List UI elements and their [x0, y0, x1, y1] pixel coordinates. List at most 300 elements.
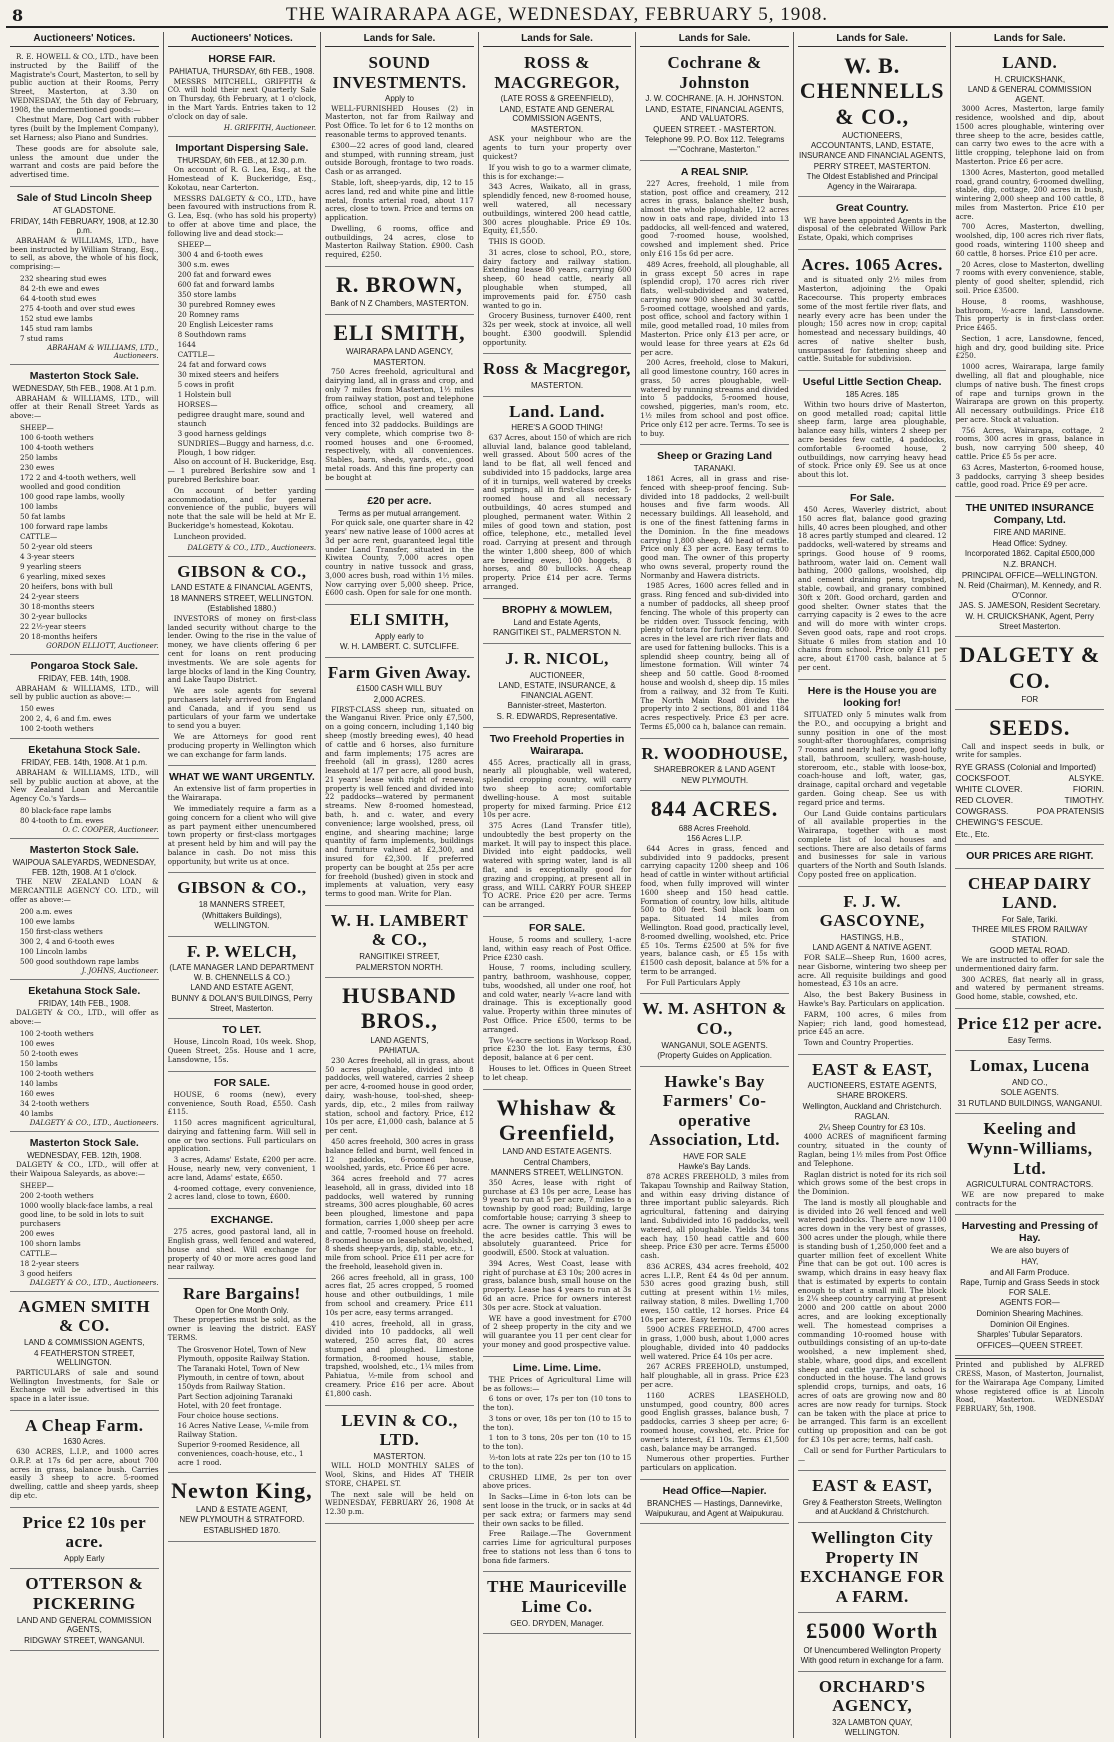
ad-paragraph: Town and Country Properties. [803, 1038, 914, 1048]
ad-paragraph: 343 Acres, Waikato, all in grass, splendidly fenced, new 8-roomed house, well watered, all necessary outbuildings, wintered 200 head cattle, 300 acres ploughable. Price £9 10s. Equity, £1,550. [482, 182, 632, 236]
ad-title: F. P. WELCH, [186, 941, 297, 961]
ad-paragraph: INVESTORS of money on first-class landed security without charge to the lender. Owing to the rise in the value of money, we have clients offering 6 per cent for loans on rent producing investments. We are sole agents for large blocks of land in the King Country, and Lake Taupo District. [167, 613, 317, 685]
ad-subtitle: LAND, ESTATE, FINANCIAL AGENTS, AND VALUATORS. [645, 104, 784, 124]
ad-paragraph: 375 Acres (Land Transfer title), undoubtedly the best property on the market. It will pay to inspect this place. Divided into eight paddocks, well watered with spring water, land is all flat, and is exceptionally good for grazing and cropping, at present all in grass, and WILL CARRY FOUR SHEEP TO ACRE. Price £20 per acre. Terms can be arranged. [482, 821, 632, 910]
seed-list [955, 762, 1104, 839]
ad-title: Price £12 per acre. [957, 1014, 1103, 1034]
list-item: 4 3-year steers [20, 551, 75, 561]
list-item: The Grosvenor Hotel, Town of New Plymouth, opposite Railway Station. [177, 1344, 310, 1363]
advertisement [798, 682, 947, 887]
ad-body [640, 475, 789, 732]
ad-paragraph: 450 acres freehold, 300 acres in grass balance felled and burnt, well fenced in 12 paddocks, 6-roomed house, woolshed, yards, etc. Price £6 per acre. [325, 1136, 474, 1173]
ad-body [168, 78, 317, 122]
list-item: 230 ewes [20, 462, 55, 472]
ad-body [955, 743, 1104, 761]
ad-paragraph: 4-roomed cottage, every convenience, 2 acres land, close to town, £600. [167, 1183, 317, 1202]
ad-subtitle: Apply to [384, 94, 414, 104]
advertisement [483, 399, 632, 599]
ad-title: For Sale. [850, 491, 895, 504]
ad-subtitle: SHAREBROKER & LAND AGENT [653, 765, 776, 775]
ad-subtitle: TARANAKI. [693, 464, 736, 474]
list-item: 150 first-class wethers [20, 926, 103, 936]
ad-subtitle: For Sale, Tariki. [1002, 914, 1058, 924]
list-item: 200 2-tooth wethers [20, 1190, 94, 1200]
advertisement [10, 1510, 159, 1570]
ad-subtitle: AT GLADSTONE. [52, 206, 116, 215]
advertisement [955, 1116, 1104, 1215]
ad-subtitle: S. R. EDWARDS, Representative. [496, 711, 618, 721]
ad-paragraph: ½-ton lots at rate 22s per ton (10 to 15 to the ton). [482, 1453, 632, 1471]
ad-body [168, 458, 317, 541]
advertisement [325, 908, 474, 978]
ad-body [325, 105, 474, 260]
advertisement [10, 841, 159, 980]
advertisement [955, 1053, 1104, 1114]
ad-title: EAST & EAST, [812, 1059, 933, 1079]
ad-paragraph: 6 tons or over, 17s per ton (10 tons to the ton). [482, 1394, 632, 1413]
ad-paragraph: The land is mostly all ploughable and is divided into 26 well fenced and well watered paddocks. There are now 1100 acres down in the very best of grasses, 300 acres under the plough, while there is standing bush of 1,250,000 feet and a quarter million feet of excellent White Pine that can be got out. 100 acres is swamp, which drains in easy heavy flax that is estimated by experts to contain enough to start a small mill. The block is 2¼ sheep country carrying at present 2000 and 200 cattle on about 2000 acres, and are looking exceptionally well. The homestead comprises a commanding 10-roomed house with outbuildings consisting of an up-to-date woolshed, a new implement shed, stable, whare, good dips, and excellent sheep and cattle yards. A school is conducted in the house. The land grows splendid crops, turnips, and oats, 16 acres of oats are growing now and 80 acres are now ready for turnips. Stock can be taken with the place at price to be arranged. This farm is an excellent cutting up proposition and can be got for £3 10s per acre; terms, half cash. [797, 1197, 947, 1444]
ad-title: Land. Land. [509, 401, 605, 421]
ad-title: ORCHARD'S AGENCY, [818, 1676, 926, 1716]
ad-paragraph: For Full Particulars Apply [646, 977, 741, 987]
ad-body [640, 1173, 789, 1473]
ad-paragraph: Luncheon provided. [173, 531, 247, 541]
list-item: 200 ewes [20, 1228, 55, 1238]
ad-paragraph: 450 Acres, Waverley district, about 150 acres flat, balance good grazing hills, 40 acres been ploughed, and other 18 acres partly stumped and cleared. 12 paddocks, well-watered by streams and springs. Good house of 9 rooms, bathroom, water laid on. Cement wall bathing, 2000 gallons, woolshed, dip and cement draining pens, trapshed, stable, cowbail, and granary combined 30ft x 20ft. Good orchard, garden and good shelter. Owner states that the carrying capacity is 2 ewes to the acre and will do more with winter crops. Seven good oats, rape and root crops. Situate 6 miles from station and 10 chains from school. Price only £11 per acre, about £1700 cash, balance at 5 per cent. [797, 504, 947, 673]
ad-subtitle: 156 Acres L.I.P. [686, 834, 743, 844]
seed-name: RED CLOVER. [955, 795, 1014, 806]
ad-subtitle: AUCTIONEER, [529, 670, 585, 680]
column-heading: Lands for Sale. [798, 32, 947, 47]
list-item: 84 2-th ewe and ewes [20, 283, 100, 293]
advertisement [10, 1134, 159, 1292]
ad-paragraph: These goods are for absolute sale, unless the amount due under the warrant and costs are paid before the advertised time. [10, 143, 159, 180]
ad-subtitle: LAND, ESTATE, INSURANCE, & FINANCIAL AGENT. [498, 681, 616, 700]
advertisement [168, 939, 317, 1020]
ad-subtitle: £1500 CASH WILL BUY [356, 684, 443, 694]
ad-subtitle: 18 MANNERS STREET, [198, 899, 285, 909]
ad-paragraph: 275 acres, good pastoral land, all in English grass, well fenced and watered, house and shed. Will exchange for property of 40 or more acres good land near railway. [167, 1227, 317, 1272]
ad-title: Harvesting and Pressing of Hay. [961, 1220, 1098, 1245]
list-item: 20 English Leicester rams [177, 320, 274, 330]
ad-paragraph: 3 acres, Adams' Estate, £200 per acre. House, nearly new, very convenient, 1 acre land, Adams' estate, £650. [167, 1155, 317, 1182]
ad-signature: O. C. COOPER, Auctioneer. [62, 825, 159, 834]
column-heading: Lands for Sale. [640, 32, 789, 47]
ad-subtitle: LAND ESTATE & FINANCIAL AGENTS, [171, 583, 313, 593]
advertisement [955, 871, 1104, 1009]
ad-paragraph: Call or send for Further Particulars to— [797, 1445, 947, 1464]
ad-subtitle: WAIPOUA SALEYARDS, WEDNESDAY, FEB. 12th, 1908. At 1 o'clock. [12, 857, 156, 877]
ad-subtitle: LAND & COMMISSION AGENTS, [24, 1338, 145, 1348]
ad-paragraph: Also on account of H. Buckeridge, Esq.— 1 purebred Berkshire sow and 1 purebred Berkshire boar. [167, 457, 317, 485]
seed-name: POA PRATENSIS [1036, 806, 1105, 817]
ad-body [798, 401, 947, 480]
ad-body [10, 878, 159, 904]
ad-paragraph: DALGETY & CO., LTD., will offer as above:— [10, 1008, 159, 1026]
ad-paragraph: THE Prices of Agricultural Lime will be as follows:— [482, 1374, 632, 1393]
ad-subtitle: ESTABLISHED 1870. [203, 1526, 281, 1536]
ad-subtitle: LAND AND ESTATE AGENT, [190, 983, 294, 993]
ad-subtitle: AUCTIONEERS, ESTATE AGENTS, SHARE BROKERS. [807, 1081, 937, 1101]
list-item: 100 2-tooth wethers [20, 724, 94, 734]
seed-name: WHITE CLOVER. [955, 784, 1023, 795]
ad-subtitle: LAND AND ESTATE AGENTS. [502, 1147, 612, 1157]
list-item: 5 cows in profit [177, 380, 235, 390]
ad-body [483, 1376, 632, 1566]
advertisement [10, 1413, 159, 1508]
ad-subtitle: Rape, Turnip and Grass Seeds in stock FOR SALE. [960, 1278, 1100, 1297]
ad-paragraph: If you wish to go to a warmer climate, this is for exchange:— [482, 162, 632, 181]
seed-name: ALSYKE. [1068, 773, 1105, 784]
list-item: SHEEP— [177, 240, 212, 250]
masthead [6, 4, 1108, 28]
ad-subtitle: HAY, [1021, 1257, 1039, 1266]
ad-title: Great Country. [835, 202, 909, 215]
ad-subtitle: The Oldest Established and Principal Agency in the Wairarapa. [806, 172, 938, 191]
seed-name: FIORIN. [1072, 784, 1105, 795]
ad-body [10, 1369, 159, 1404]
list-item: 500 good southdown rape lambs [20, 956, 139, 966]
column-2 [164, 32, 322, 1738]
list-item: 200 a.m. ewes [20, 906, 73, 916]
ad-body [168, 1091, 317, 1202]
ad-body [483, 936, 632, 1083]
ad-subtitle: and All Farm Produce. [990, 1267, 1070, 1277]
list-item: CATTLE— [20, 531, 58, 541]
ad-paragraph: 637 Acres, about 150 of which are rich alluvial land, balance good tableland, well grassed. About 500 acres of the land to be flat, all well fenced and subdivided into 15 paddocks, large area of it in turnips, well watered by creeks and springs, all in first-class order, 5-roomed house and all necessary outbuildings, 40 acres stumped and ploughed, permanent water. Within 2 miles of good town and station, post office, telephone, etc., metalled level road. Carrying at present and through the winter 1,800 sheep, 800 of which are breeding ewes, 100 hoggets, 8 horses, and 80 bullocks. A cheap property. Price £14 per acre. Terms arranged. [482, 432, 632, 591]
ad-paragraph: Houses to let. Offices in Queen Street to let cheap. [482, 1063, 632, 1082]
ad-paragraph: THIS IS GOOD. [488, 237, 546, 247]
ad-paragraph: FARM, 100 acres, 6 miles from Napier; rich land, good homestead, price £45 an acre. [797, 1009, 947, 1037]
ad-title: Whishaw & Greenfield, [496, 1094, 618, 1145]
ad-subtitle: LAND & ESTATE AGENT, [196, 1504, 288, 1514]
ad-subtitle: HAVE FOR SALE [683, 1151, 747, 1161]
ad-paragraph: MESSRS MITCHELL, GRIFFITH & CO. will hold their next Quarterly Sale on Thursday, 6th February, at 1 o'clock, in the Mart Yards. Entries taken to 12 o'clock on day of sale. [167, 76, 317, 121]
ad-paragraph: 644 Acres in grass, fenced and subdivided into 9 paddocks, present carrying capacity 1200 sheep and 106 head of cattle in winter without artificial food, when fully improved will winter 1600 sheep and 150 head cattle. Formation of country, low hills, altitude 500 to 800 feet. Soil black loam on papa. Situated 14 miles from Wellington. Road good, practically level, 8-roomed dwelling, woolshed, etc. Price £5 10s. Terms £2500 at 5% for five years, balance cash, or £5 15s with £1500 cash deposit, balance at 5% for a term to be arranged. [640, 843, 789, 976]
ad-subtitle: Open for One Month Only. [195, 1305, 289, 1315]
ad-subtitle: H. CRUICKSHANK, [994, 74, 1066, 84]
ad-subtitle: (Established 1880.) [207, 604, 277, 614]
ad-paragraph: Chestnut Mare, Dog Cart with rubber tyres (built by the Implement Company), set Harness; also Piano and Sundries. [10, 115, 159, 143]
ad-paragraph: Free Railage.—The Government carries Lime for agricultural purposes free to stations not less than 6 tons to bona fide farmers. [482, 1529, 632, 1565]
ad-body [955, 105, 1104, 490]
advertisement [10, 367, 159, 655]
ad-paragraph: WE are now prepared to make contracts for the [955, 1189, 1105, 1208]
ad-title: £5000 Worth [806, 1618, 939, 1644]
ad-subtitle: ACCOUNTANTS, LAND, ESTATE, INSURANCE AND FINANCIAL AGENTS, [798, 141, 946, 161]
ad-subtitle: MASTERTON. [373, 1451, 426, 1461]
list-item: The Taranaki Hotel, Town of New Plymouth, in centre of town, about 150yds from Railway Station. [177, 1363, 305, 1391]
ad-subtitle: WEDNESDAY, FEB. 12th, 1908. [27, 1150, 142, 1160]
ad-subtitle: Grey & Featherston Streets, Wellington and at Auckland & Christchurch. [802, 1497, 942, 1517]
ad-paragraph: 630 ACRES, L.I.P., and 1000 acres O.R.P. at 17s 6d per acre, about 700 acres in grass, balance bush. Carries easily 3 sheep to acre. 5-roomed dwelling, cattle and sheep yards, sheep dip etc. [10, 1447, 159, 1500]
ad-paragraph: ABRAHAM & WILLIAMS, LTD., will sell by public auction at above, at the New Zealand Loan and Mercantile Agency Co.'s Yards— [10, 767, 159, 804]
ad-title: EXCHANGE. [210, 1214, 274, 1227]
ad-title: Here is the House you are looking for! [807, 684, 937, 709]
ad-paragraph: Within two hours drive of Masterton, on good metalled road; capital little sheep farm, large area ploughable, balance easy hills, winters 2 sheep per acre besides few cattle, 4 paddocks, comfortable 6-roomed house, 2 outbuildings, now carrying heavy head of stock. Price only £9. See us at once about this lot. [797, 399, 947, 480]
ad-subtitle: JAS. S. JAMESON, Resident Secretary. [958, 601, 1101, 611]
ad-subtitle: 2¼ Sheep Country for £3 10s. [818, 1122, 926, 1132]
ad-paragraph: 1861 Acres, all in grass and rise-fenced with sheep-proof fencing. Sub-divided into 18 paddocks, 2 well-built houses and five farm woods. All necessary buildings. All leasehold, and is one of the finest fattening farms in the Dominion. In the fine meadows carrying 1,800 sheep, 40 head of cattle. Price only £3 per acre. Easy terms to good man. The owner of this property who owns several, property round the Normanby and Hawera districts. [640, 474, 789, 580]
ad-paragraph: 756 Acres, Wairarapa, cottage, 2 rooms, 300 acres in grass, balance in bush, now carrying 500 sheep, 40 cattle. Price £5 5s per acre. [955, 425, 1105, 462]
ad-subtitle: 4 FEATHERSTON STREET, WELLINGTON. [33, 1348, 135, 1368]
ad-title: Ross & Macgregor, [483, 359, 631, 379]
ad-paragraph: DALGETY & CO., LTD., will offer at their Waipoua Saleyards, as above:— [10, 1160, 159, 1179]
advertisement [10, 657, 159, 739]
ad-body [798, 711, 947, 880]
ad-signature: H. GRIFFITH, Auctioneer. [223, 123, 317, 132]
ad-paragraph: House, 7 rooms, including scullery, pantry, bathroom, washhouse, copper, tubs, woodshed, all under one roof, hot and cold water, nearly ¼-acre land with drainage. This is exceptionally good value. Property within three minutes of Post Office. Price £500, terms to be arranged. [482, 963, 632, 1034]
ad-subtitle: PAHIATUA. [378, 1046, 420, 1056]
ad-title: W. H. LAMBERT & CO., [330, 910, 469, 950]
advertisement [168, 50, 317, 137]
advertisement [955, 50, 1104, 497]
newspaper-title: THE WAIRARAPA AGE, WEDNESDAY, FEBRUARY 5, 1908. [285, 4, 829, 25]
seed-row [955, 795, 1104, 806]
ad-subtitle: 32A LAMBTON QUAY, [832, 1717, 913, 1727]
ad-body [483, 759, 632, 910]
ad-paragraph: Section, 1 acre, Lansdowne, fenced, high and dry, good building site. Price £250. [955, 333, 1105, 361]
ad-paragraph: 20 Acres, close to Masterton, dwelling 7 rooms with every convenience, stable, plenty of good shelter, splendid, rich soil. Price £3500. [955, 259, 1105, 295]
ad-subtitle: WANGANUI, SOLE AGENTS. [661, 1040, 768, 1050]
ad-paragraph: ABRAHAM & WILLIAMS, LTD., will offer at their Renall Street Yards as above:— [10, 393, 159, 421]
advertisement [168, 139, 317, 557]
ad-body [640, 845, 789, 988]
list-item: 600 fat and forward lambs [177, 280, 275, 290]
ad-subtitle: FRIDAY, FEB. 14th, 1908. [38, 673, 131, 683]
ad-title: Pongaroa Stock Sale. [30, 659, 138, 672]
advertisement [325, 660, 474, 906]
ad-paragraph: 5900 ACRES FREEHOLD, 4700 acres in grass, 1,000 bush, about 1,000 acres ploughable, divided into 40 paddocks well watered. Price £4 10s per acre. [640, 1325, 789, 1361]
ad-subtitle: Of Unencumbered Wellington Property [803, 1645, 941, 1655]
ad-title: Acres. 1065 Acres. [801, 254, 943, 274]
seed-name: COWGRASS. [955, 806, 1009, 817]
advertisement [798, 50, 947, 197]
list-item: 100 ewe lambs [20, 916, 75, 926]
ad-subtitle: MASTERTON. [530, 124, 584, 134]
list-item: 1000 woolly black-face lambs, a real good line, to be sold in lots to suit purchasers [20, 1200, 153, 1228]
ad-subtitle: PRINCIPAL OFFICE—WELLINGTON. [961, 570, 1098, 580]
ad-paragraph: Also, the best Bakery Business in Hawke's Bay. Particulars on application. [797, 990, 947, 1008]
list-item: 152 stud ewe lambs [20, 313, 93, 323]
ad-title: SOUND INVESTMENTS. [332, 53, 467, 92]
list-item: pedigree draught mare, sound and staunch [177, 410, 305, 429]
list-item: 160 ewes [20, 1088, 55, 1098]
ad-subtitle: HERE'S A GOOD THING! [511, 423, 603, 433]
ad-signature: DALGETY & CO., LTD., Auctioneers. [29, 1278, 159, 1287]
ad-title: ELI SMITH, [333, 319, 466, 345]
ad-body [10, 237, 159, 272]
list-item: 50 2-tooth ewes [20, 1048, 79, 1058]
list-item: 350 store lambs [177, 290, 237, 300]
advertisement [640, 741, 789, 792]
ad-body [483, 434, 632, 592]
seed-name: CHEWING'S FESCUE. [955, 817, 1044, 828]
ad-subtitle: Head Office: Sydney. [992, 538, 1068, 548]
list-item: 3 good harness geldings [177, 429, 267, 439]
list-item: 100 Lincoln lambs [20, 946, 87, 956]
ad-subtitle: RIDGWAY STREET, WANGANUI. [24, 1635, 145, 1645]
ad-title: Hawke's Bay Farmers' Co-operative Association, Ltd. [649, 1071, 781, 1150]
ad-paragraph: THE NEW ZEALAND LOAN & MERCANTILE AGENCY CO. LTD., will offer as above:— [10, 877, 159, 904]
column-heading: Lands for Sale. [955, 32, 1104, 47]
ad-title: BROPHY & MOWLEM, [501, 603, 613, 616]
ad-title: Two Freehold Properties in Wairarapa. [489, 732, 625, 757]
ad-subtitle: WAIRARAPA LAND AGENCY, [345, 347, 453, 357]
list-item: CATTLE— [20, 1248, 58, 1258]
list-item: CATTLE— [177, 350, 215, 360]
ad-paragraph: House, 5 rooms and scullery, 1-acre land, within easy reach of Post Office. Price £230 cash. [482, 935, 632, 962]
ad-paragraph: 1300 Acres, Masterton, good metalled road, grand country, 6-roomed dwelling, stable, dip, cottage, 200 acres in bush, wintering 2,000 sheep and 100 cattle, 8 miles from Masterton. Price £10 per acre. [955, 167, 1105, 221]
ad-subtitle: (Whittakers Buildings), [201, 910, 282, 920]
ad-subtitle: 1630 Acres. [63, 1437, 106, 1447]
advertisement [955, 712, 1104, 844]
ad-paragraph: WILL HOLD MONTHLY SALES of Wool, Skins, and Hides AT THEIR STORE, CHAPEL ST. [325, 1461, 474, 1488]
ad-body [483, 1179, 632, 1350]
column-heading: Auctioneers' Notices. [10, 32, 159, 47]
ad-paragraph: FIRST-CLASS sheep run, situated on the Wanganui River. Price only £7,500, on a going concern, including 1,140 big sheep (mostly breeding ewes), 40 head of cattle and 6 horses, also furniture and farm implements; 175 acres are freehold (all in grass), 1280 acres leasehold at 1/7 per acre, all good bush, 21 years' lease with right of renewal; property is well fenced and divided into 22 paddocks—watered by permanent streams. New 8-roomed homestead, bath, h. and c. water, and every convenience; large woolshed, press, oil engine, and shearing machine; large quantity of farm implements, buildings and furniture valued at £2,300, and insured for £2,300. If preferred property can be bought at 25s per acre for freehold (bushed) given in stock and implements at valuation, very easy terms to good man. Write for Plan. [325, 704, 474, 899]
ad-body [325, 368, 474, 482]
list-item: SHEEP— [20, 1180, 54, 1190]
list-item: 40 lambs [20, 1108, 54, 1118]
advertisement [10, 50, 159, 187]
ad-subtitle: Easy Terms. [1007, 1035, 1052, 1045]
list-item: 30 purebred Romney ewes [177, 300, 276, 310]
ad-paragraph: We are Attorneys for good rent producing property in Wellington which we can exchange for farm lands. [167, 731, 317, 759]
list-item: 80 black-face rape lambs [20, 805, 112, 815]
advertisement [10, 1294, 159, 1411]
list-item: 200 fat and forward ewes [177, 270, 272, 280]
advertisement [325, 492, 474, 606]
ad-title: DALGETY & CO. [959, 642, 1101, 693]
ad-subtitle: Bannister-street, Masterton. [507, 701, 607, 711]
ad-subtitle: FRIDAY, FEB. 14th, 1908. At 1 p.m. [21, 758, 148, 768]
ad-title: AGMEN SMITH & CO. [18, 1296, 151, 1336]
ad-title: Eketahuna Stock Sale. [28, 744, 141, 757]
ad-subtitle: MANNERS STREET, WELLINGTON. [490, 1168, 624, 1178]
column-5 [636, 32, 794, 1738]
ad-subtitle: Telephone 99. P.O. Box 112. Telegrams —"Cochrane, Masterton." [644, 135, 785, 155]
list-item: 1 Holstein bull [177, 390, 232, 400]
ad-title: A Cheap Farm. [25, 1415, 144, 1435]
list-item: 232 shearing stud ewes [20, 273, 107, 283]
ad-title: Price £2 10s per acre. [22, 1512, 147, 1552]
ad-title: LAND. [1002, 53, 1058, 72]
ad-title: THE Mauriceville Lime Co. [487, 1577, 627, 1616]
ad-subtitle: LAND AGENTS, [370, 1035, 429, 1045]
ad-title: ELI SMITH, [349, 610, 450, 630]
list-item: 150 ewes [20, 704, 55, 714]
ad-paragraph: On account of R. G. Lea, Esq., at the Homestead of K. Buckeridge, Esq., Kokotau, near Carterton. [167, 165, 317, 192]
ad-subtitle: Terms as per mutual arrangement. [338, 508, 461, 518]
ad-subtitle: RANGITIKEI ST., PALMERSTON N. [492, 628, 622, 638]
ad-subtitle: With good return in exchange for a farm. [800, 1656, 944, 1666]
ad-paragraph: ASK your neighbour who are the agents to turn your property over quickest? [482, 134, 632, 162]
ad-subtitle: Incorporated 1862. Capital £500,000 [964, 549, 1095, 559]
list-item: 34 2-tooth wethers [20, 1098, 90, 1108]
ad-title: Eketahuna Stock Sale. [28, 984, 141, 997]
ad-subtitle: (LATE MANAGER LAND DEPARTMENT W. B. CHENNELLS & CO.) [169, 963, 315, 982]
advertisement [798, 199, 947, 249]
ad-body [955, 956, 1104, 1002]
ad-paragraph: House, 8 rooms, washhouse, bathroom, ½-acre land, Lansdowne. This property is in first-class order. Price £465. [955, 296, 1105, 333]
ad-title: HORSE FAIR. [208, 53, 276, 65]
ad-subtitle: W. H. LAMBERT. C. SUTCLIFFE. [339, 642, 459, 652]
ad-paragraph: 4000 ACRES of magnificent farming country, situated in the county of Raglan, being 1½ miles from Post Office and Telephone. [797, 1132, 947, 1168]
ad-body [10, 1448, 159, 1501]
ad-subtitle: NEW PLYMOUTH. [681, 775, 749, 785]
ad-subtitle: Wellington, Auckland and Christchurch. [802, 1101, 942, 1111]
ad-subtitle: (LATE ROSS & GREENFIELD), [500, 94, 614, 104]
ad-paragraph: Grocery Business, turnover £400, rent 32s per week, stock at invoice, all well bought. £300 goodwill. Splendid opportunity. [482, 311, 632, 347]
list-item: 20 heifers, bons with bull [20, 581, 113, 591]
ad-title: SEEDS. [989, 715, 1071, 741]
ad-title: Lime. Lime. Lime. [512, 1361, 602, 1374]
list-item: 7 stud rams [20, 333, 64, 343]
ad-paragraph: Call and inspect seeds in bulk, or write for samples. [955, 741, 1105, 760]
seed-row [955, 762, 1104, 773]
list-item: 18 2-year steers [20, 1258, 79, 1268]
ad-subtitle: THURSDAY, 6th FEB., at 12.30 p.m. [177, 155, 307, 165]
ad-subtitle: MASTERTON. [530, 380, 584, 390]
list-item: 300 4 and 6-tooth ewes [177, 250, 263, 260]
ad-subtitle: NEW PLYMOUTH & STRATFORD. [179, 1515, 305, 1525]
advertisement [325, 607, 474, 658]
ad-title: A REAL SNIP. [680, 165, 749, 178]
ad-paragraph: 1985 Acres, 1600 acres felled and in grass. Ring fenced and sub-divided into a number of paddocks, all sheep proof fencing. The whole of this property can be ridden over. Tussock fencing, with plenty of totara for further fencing. 800 acres in the level are rich river flats and are used for fattening bullocks. This is a splendid sheep country, being all of limestone formation. Will winter 74 sheep and 50 cattle. Good 8-roomed house and woolsh d, sheep dip. 15 miles from a railway, and 32 from Te Kuiti. The North Main Road divides the property into 2 sections, 801 and 1184 acres respectively. Price £3 per acre. Terms £5,000 ca h, balance can remain. [640, 581, 789, 731]
list-item: 20 Romney rams [177, 310, 240, 320]
ad-title: GIBSON & CO., [177, 561, 307, 581]
advertisement [10, 189, 159, 365]
ad-subtitle: AGENTS FOR— [999, 1298, 1060, 1308]
ad-paragraph: 364 acres freehold and 77 acres leasehold, all in grass, divided into 18 paddocks, well watered by running streams, 300 acres ploughable, 60 acres been ploughed, limestone and papa formation, carries 1,000 sheep per acre and cattle, 7-roomed house on freehold. 8-roomed house on leasehold, woolshed, 8 sheds sheep-yards, dip, stable, etc., 1 mile from school. Price £11 per acre for the freehold, leasehold given in. [325, 1174, 474, 1271]
ad-subtitle: GEO. DRYDEN, Manager. [510, 1618, 604, 1628]
advertisement [168, 768, 317, 873]
ad-paragraph: Stable, loft, sheep-yards, dip, 12 to 15 acres land, red and white pine and little metal, fronts arterial road, about 117 acres, close to town. Price and terms on application. [325, 177, 474, 223]
ad-subtitle: Dominion Oil Engines. [990, 1319, 1070, 1329]
ad-title: W. M. ASHTON & CO., [642, 999, 787, 1038]
seed-name: TIMOTHY. [1064, 795, 1105, 806]
ad-subtitle: PALMERSTON NORTH. [355, 962, 443, 972]
list-item: 100 ewes [20, 1038, 55, 1048]
ad-subtitle: Hawke's Bay Lands. [678, 1162, 751, 1172]
advertisement [168, 1475, 317, 1542]
ad-subtitle: RANGITIKEI STREET, [359, 951, 440, 961]
advertisement [168, 1281, 317, 1472]
list-item: 100 6-tooth wethers [20, 432, 94, 442]
ad-title: Rare Bargains! [183, 1284, 301, 1304]
ad-paragraph: 267 ACRES FREEHOLD, unstumped, half ploughable, all in grass. Price £23 per acre. [640, 1362, 789, 1390]
ad-subtitle: HASTINGS, H.B., [840, 932, 904, 942]
page-number: 8 [12, 5, 24, 25]
advertisement [955, 847, 1104, 869]
ad-paragraph: 1160 ACRES LEASEHOLD, unstumped, good country, 800 acres good English grasses, balance bush, 7 paddocks, carries 3 sheep per acre; 6-roomed house, cowshed, etc. Price for owner's interest, £1 10s. Terms £1,500 cash, balance may be arranged. [640, 1390, 789, 1453]
ad-title: R. WOODHOUSE, [641, 743, 788, 763]
ad-body [10, 1161, 159, 1179]
ad-paragraph: 266 acres freehold, all in grass, 100 acres flat, 25 acres cropped, 5 roomed house and other outbuildings, 1 mile from school and creamery. Price £11 10s per acre, easy terms arranged. [325, 1272, 474, 1317]
ad-subtitle: FRIDAY, 14th FEBRUARY, 1908, at 12.30 p.m. [10, 216, 159, 236]
ad-paragraph: PARTICULARS of sale and sound Wellington Investments, for Sale or Exchange will be advertised in this space in a later issue. [10, 1367, 159, 1404]
column-4 [479, 32, 637, 1738]
ad-subtitle: PERRY STREET, MASTERTON. [813, 161, 931, 171]
ad-paragraph: We are sole agents for several purchasers lately arrived from England and Canada, and if you send us particulars of your farm we undertake to send you a buyer. [167, 686, 317, 731]
ad-title: WHAT WE WANT URGENTLY. [168, 771, 315, 784]
ad-paragraph: We are instructed to offer for sale the undermentioned dairy farm. [955, 955, 1105, 973]
ad-title: OTTERSON & PICKERING [25, 1574, 144, 1613]
ad-paragraph: 700 Acres, Masterton, dwelling, woolshed, dip, 100 acres rich river flats, good roads, wintering 1100 sheep and 60 cattle, 8 horses. Price £10 per acre. [955, 222, 1105, 258]
ad-paragraph: Numerous other properties. Further particulars on application. [640, 1454, 789, 1473]
advertisement [483, 919, 632, 1090]
